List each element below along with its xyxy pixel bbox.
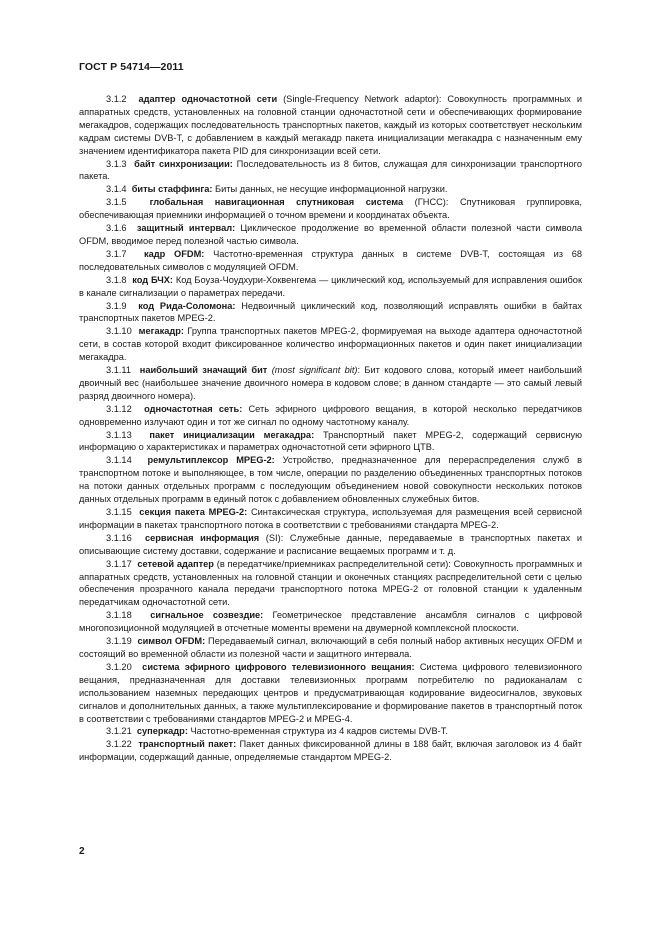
entry-number: 3.1.8 — [106, 274, 127, 285]
entry-definition: Система цифрового телевизионного вещания, предназначенная для доставки телевизионных программ потребителю по радиоканалам с использованием наземных передающих центров и предусматривающая кодирование видеосигналов, звуковых сигналов и дополнительных данных, а также мультиплексирование и формирование пакетов в транспортный поток в соответствии с требованиями стандартов MPEG-2 и MPEG-4. — [79, 661, 582, 724]
entry-definition: Циклическое продолжение во временной области полезной части символа OFDM, вводимое перед полезной частью символа. — [79, 223, 583, 246]
entry-term: кадр OFDM: — [144, 248, 205, 259]
entry-definition: Передаваемый сигнал, включающий в себя полный набор активных несущих OFDM и состоящий во временной области из полезной части и защитного интервала. — [79, 636, 582, 659]
entry-number: 3.1.16 — [106, 532, 132, 543]
entry-definition: Группа транспортных пакетов MPEG-2, формируемая на выходе адаптера одночастотной сети, в состав которой входит фиксированное количество информационных пакетов и один пакет инициализации мегакадра. — [79, 326, 583, 363]
entry-number: 3.1.15 — [106, 507, 132, 517]
entry-definition: Частотно-временная структура из 4 кадров системы DVB-T. — [187, 726, 448, 737]
entry-term: защитный интервал: — [136, 223, 236, 234]
entry-term: транспортный пакет: — [138, 739, 237, 750]
entry-term: сигнальное созвездие: — [150, 610, 264, 621]
entry-definition: : Бит кодового слова, который имеет наибольший двоичный вес (наибольшее значение двоичного номера в кодовом слове; в данном стандарте — это самый левый разряд двоичного номера). — [79, 365, 582, 401]
entry-number: 3.1.7 — [106, 248, 127, 259]
definition-entry — [79, 222, 582, 248]
standard-header: ГОСТ Р 54714—2011 — [79, 61, 184, 73]
entry-number: 3.1.4 — [106, 184, 127, 195]
entry-number: 3.1.3 — [106, 158, 127, 169]
entry-number: 3.1.2 — [106, 94, 127, 104]
entry-definition: Синтаксическая структура, используемая для размещения всей сервисной информации в пакетах транспортного потока в соответствии с требованиями стандарта MPEG-2. — [79, 507, 582, 530]
entry-term: система эфирного цифрового телевизионного вещания: — [142, 661, 415, 672]
entry-number: 3.1.11 — [106, 365, 132, 376]
entry-number: 3.1.10 — [106, 326, 132, 337]
entry-number: 3.1.18 — [106, 610, 132, 621]
entry-term: мегакадр: — [138, 326, 184, 337]
entry-number: 3.1.12 — [106, 403, 132, 414]
entry-term: глобальная навигационная спутниковая система — [149, 197, 404, 208]
entry-term: одночастотная сеть: — [144, 403, 243, 414]
entry-number: 3.1.13 — [106, 429, 132, 440]
definition-entry — [79, 609, 582, 635]
definition-entry — [79, 661, 582, 726]
entry-definition: Пакет данных фиксированной длины в 188 байт, включая заголовок из 4 байт информации, содержащий данные, определяемые стандартом MPEG-2. — [79, 739, 583, 763]
entry-term: код Рида-Соломона: — [138, 300, 236, 311]
entry-number: 3.1.22 — [106, 739, 132, 750]
entry-definition: Геометрическое представление ансамбля сигналов с цифровой многопозиционной модуляцией в отсчетные моменты времени на двумерной комплексной плоскости. — [79, 610, 582, 634]
entry-term: суперкадр: — [136, 726, 188, 737]
entry-definition: (ГНСС): Спутниковая группировка, обеспечивающая приемники информацией о точном времени и координатах объекта. — [79, 197, 583, 221]
definition-entry — [79, 325, 582, 364]
entry-term: символ OFDM: — [137, 636, 206, 647]
entry-definition: Сеть эфирного цифрового вещания, в которой несколько передатчиков одновременно излучают один и тот же сигнал по одному частотному каналу. — [79, 403, 582, 427]
definition-entry — [79, 725, 582, 738]
entry-definition: Код Боуза-Чоудхури-Хоквенгема — циклический код, используемый для исправления ошибок в канале сигнализации о параметрах передачи. — [79, 274, 582, 298]
entry-term-latin: (most significant bit) — [267, 365, 358, 376]
entry-term: секция пакета MPEG-2: — [139, 507, 248, 517]
definition-entry — [79, 454, 582, 506]
entry-term: сетевой адаптер — [137, 558, 214, 569]
entry-term: адаптер одночастотной сети — [138, 94, 278, 104]
entry-term: наибольший значащий бит — [139, 365, 268, 376]
entry-number: 3.1.9 — [106, 300, 127, 311]
definition-entry — [79, 274, 582, 300]
definition-entry — [79, 738, 582, 764]
entry-number: 3.1.5 — [106, 197, 127, 208]
entry-definition: Устройство, предназначенное для перераспределения служб в транспортном потоке и выполняющее, в том числе, операции по разделению объединенных транспортных потоков на потоки данных отдельных программ с последующим объединением новой совокупности нескольких потоков данных отдельных программ в единый поток с добавлением обновленных служебных битов. — [79, 455, 583, 505]
entry-number: 3.1.20 — [106, 661, 132, 672]
entry-definition: Биты данных, не несущие информационной нагрузки. — [212, 184, 448, 195]
definition-entry — [79, 506, 582, 532]
entry-number: 3.1.21 — [106, 726, 132, 737]
entry-term: код БЧХ: — [132, 274, 174, 285]
entry-definition: (SI): Служебные данные, передаваемые в транспортных пакетах и описывающие систему доставки, содержание и расписание вещаемых программ и т. д. — [79, 532, 583, 556]
definition-entry — [79, 196, 582, 222]
entry-number: 3.1.14 — [106, 455, 132, 466]
definition-entry — [79, 183, 582, 196]
definition-entry — [79, 558, 582, 610]
definition-entry — [79, 93, 582, 158]
entry-number: 3.1.17 — [106, 558, 132, 569]
definition-entry — [79, 403, 582, 429]
definitions-list — [79, 93, 582, 764]
definition-entry — [79, 158, 582, 184]
entry-definition: Частотно-временная структура данных в системе DVB-T, состоящая из 68 последовательных символов с модуляцией OFDM. — [79, 248, 583, 272]
entry-definition: Недвоичный циклический код, позволяющий исправлять ошибки в байтах транспортных пакетов MPEG-2. — [79, 300, 582, 324]
definition-entry — [79, 635, 582, 661]
entry-definition: Последовательность из 8 битов, служащая для синхронизации транспортного пакета. — [79, 158, 582, 182]
definition-entry — [79, 364, 582, 403]
definition-entry — [79, 532, 582, 558]
entry-definition: (в передатчике/приемниках распределительной сети): Совокупность программных и аппаратных средств, установленных на головной станции и оконечных станциях распределительной сети с целью обеспечения прозрачного канала передачи транспортного потока MPEG-2 от головной станции к удаленным передатчикам одночастотной сети. — [79, 558, 582, 608]
entry-number: 3.1.6 — [106, 223, 127, 234]
definition-entry — [79, 300, 582, 326]
entry-term: байт синхронизации: — [134, 158, 233, 169]
entry-term: сервисная информация — [144, 532, 260, 543]
entry-term: биты стаффинга: — [131, 184, 213, 195]
entry-definition: (Single-Frequency Network adaptor): Совокупность программных и аппаратных средств, установленных на головной станции одночастотной сети и обеспечивающих формирование мегакадров, содержащих последовательность транспортных пакетов, каждый из которых соответствует нескольким кадрам системы DVB-T, с добавлением в каждый мегакадр пакета инициализации мегакадра с назначенным ему значением идентификатора пакета PID для синхронизации всей сети. — [79, 94, 583, 156]
page-number: 2 — [79, 846, 85, 857]
definition-entry — [79, 429, 582, 455]
entry-number: 3.1.19 — [106, 636, 132, 647]
entry-definition: Транспортный пакет MPEG-2, содержащий сервисную информацию о характеристиках и параметрах одночастотной сети эфирного ЦТВ. — [79, 429, 583, 453]
entry-term: ремультиплексор MPEG-2: — [147, 455, 275, 466]
entry-term: пакет инициализации мегакадра: — [149, 429, 315, 440]
definition-entry — [79, 248, 582, 274]
